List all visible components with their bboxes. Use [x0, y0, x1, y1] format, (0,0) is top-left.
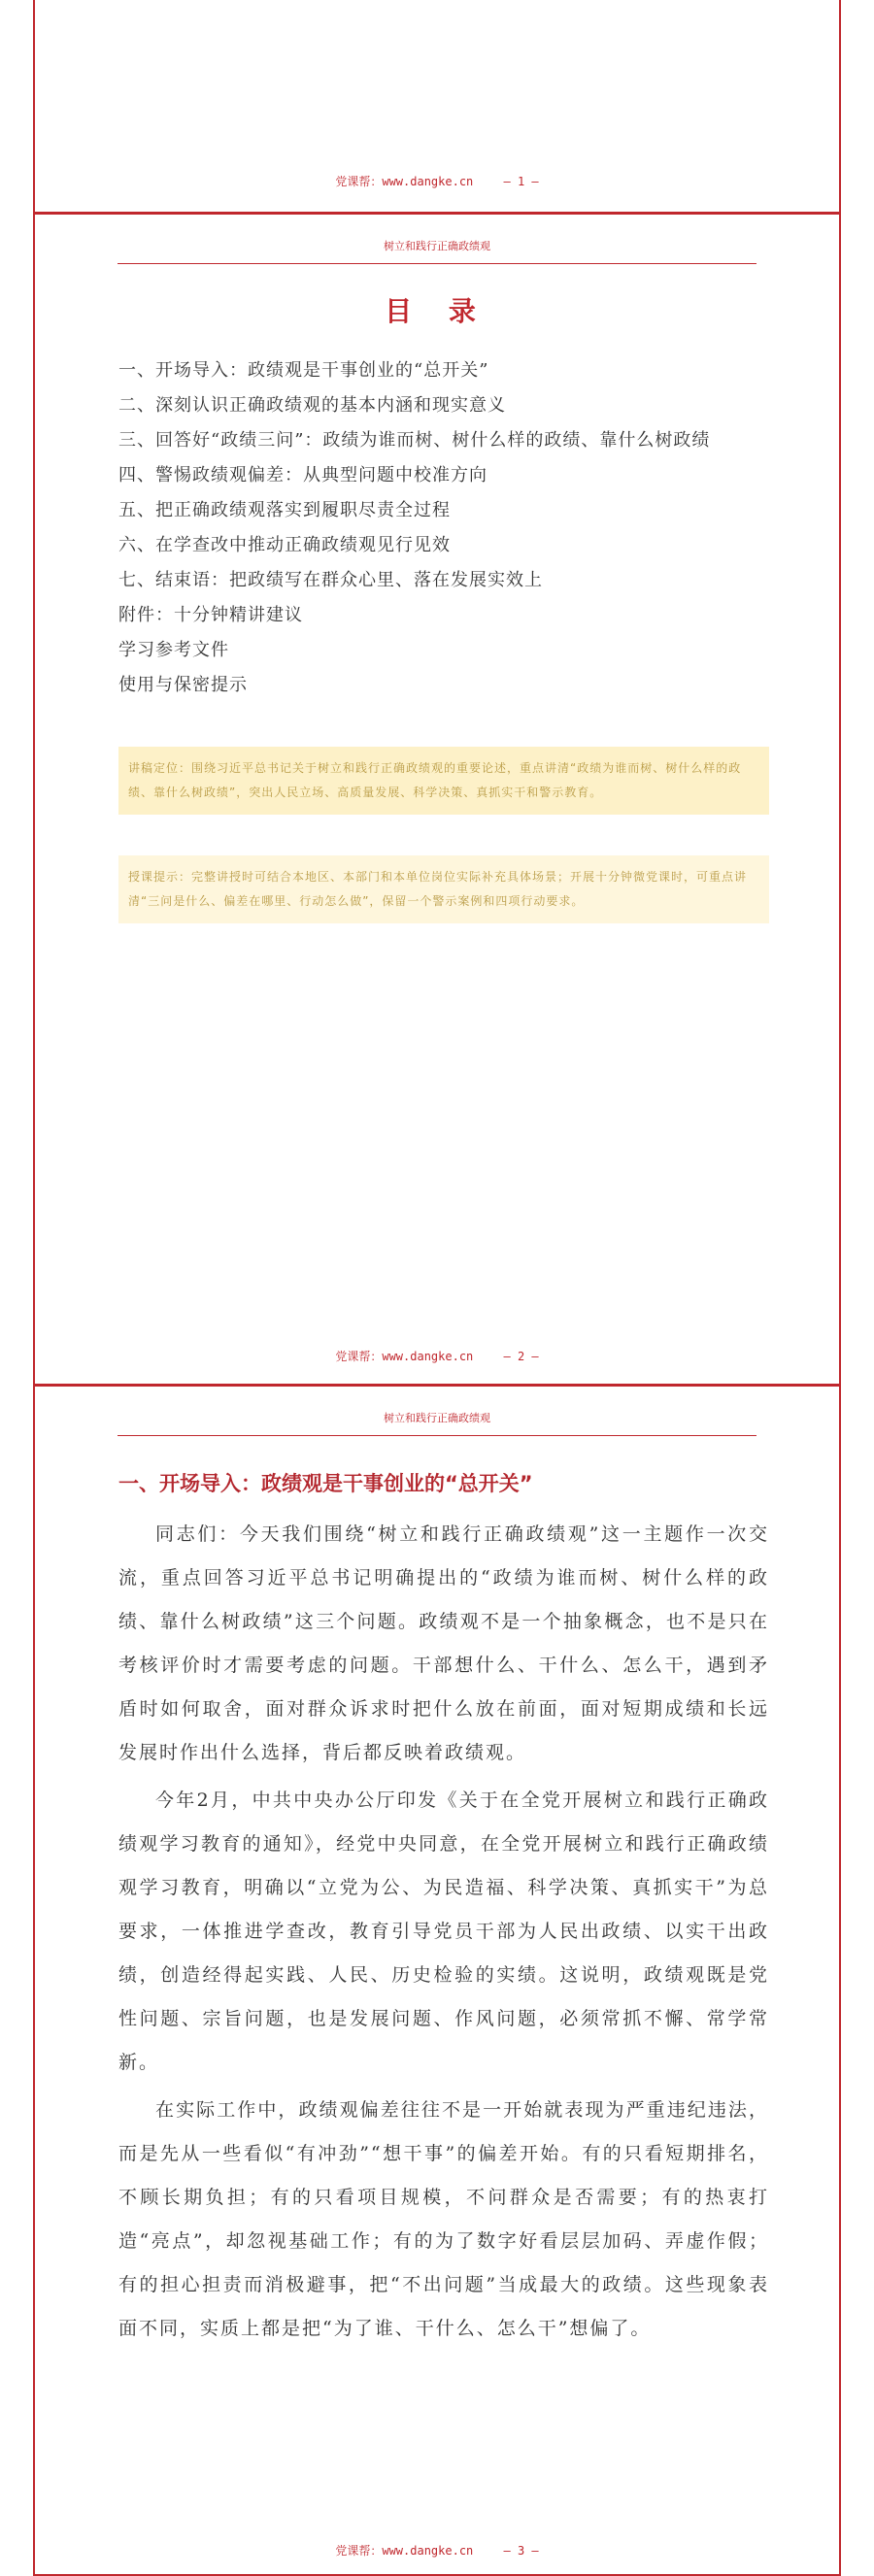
page-header: 树立和践行正确政绩观	[118, 238, 756, 264]
page-footer	[35, 173, 839, 189]
page-footer	[35, 2542, 839, 2559]
toc-item[interactable]: 三、回答好“政绩三问”：政绩为谁而树、树什么样的政绩、靠什么树政绩	[118, 430, 711, 451]
footer-site[interactable]: 党课帮：www.dangke.cn	[335, 1350, 474, 1363]
toc-item[interactable]: 使用与保密提示	[118, 675, 248, 695]
section-title: 一、开场导入：政绩观是干事创业的“总开关”	[118, 1472, 533, 1495]
page-1	[33, 0, 841, 212]
toc-item[interactable]: 四、警惕政绩观偏差：从典型问题中校准方向	[118, 465, 487, 485]
page-number: — 2 —	[503, 1350, 539, 1363]
page-3	[33, 1384, 841, 2576]
footer-site[interactable]: 党课帮：www.dangke.cn	[335, 2544, 474, 2558]
toc-title: 目 录	[385, 295, 489, 327]
page-2	[33, 212, 841, 1384]
toc-item[interactable]: 一、开场导入：政绩观是干事创业的“总开关”	[118, 360, 489, 381]
toc-item[interactable]: 六、在学查改中推动正确政绩观见行见效	[118, 535, 451, 555]
page-footer	[35, 1348, 839, 1364]
page-number: — 1 —	[503, 175, 539, 188]
teaching-tip-note: 授课提示：完整讲授时可结合本地区、本部门和本单位岗位实际补充具体场景；开展十分钟微党课时，可重点讲清“三问是什么、偏差在哪里、行动怎么做”，保留一个警示案例和四项行动要求。	[118, 855, 769, 923]
toc-item[interactable]: 附件：十分钟精讲建议	[118, 605, 303, 625]
toc-item[interactable]: 学习参考文件	[118, 640, 229, 660]
paragraph: 在实际工作中，政绩观偏差往往不是一开始就表现为严重违纪违法，而是先从一些看似“有冲劲”“想干事”的偏差开始。有的只看短期排名，不顾长期负担；有的只看项目规模，不问群众是否需要；有的热衷打造“亮点”，却忽视基础工作；有的为了数字好看层层加码、弄虚作假；有的担心担责而消极避事，把“不出问题”当成最大的政绩。这些现象表面不同，实质上都是把“为了谁、干什么、怎么干”想偏了。	[118, 2099, 769, 2339]
toc-list	[118, 356, 769, 706]
paragraph: 同志们：今天我们围绕“树立和践行正确政绩观”这一主题作一次交流，重点回答习近平总书记明确提出的“政绩为谁而树、树什么样的政绩、靠什么树政绩”这三个问题。政绩观不是一个抽象概念，也不是只在考核评价时才需要考虑的问题。干部想什么、干什么、怎么干，遇到矛盾时如何取舍，面对群众诉求时把什么放在前面，面对短期成绩和长远发展时作出什么选择，背后都反映着政绩观。	[118, 1523, 769, 1763]
page-header: 树立和践行正确政绩观	[118, 1410, 756, 1436]
toc-item[interactable]: 五、把正确政绩观落实到履职尽责全过程	[118, 500, 451, 520]
toc-item[interactable]: 七、结束语：把政绩写在群众心里、落在发展实效上	[118, 570, 543, 590]
positioning-note: 讲稿定位：围绕习近平总书记关于树立和践行正确政绩观的重要论述，重点讲清“政绩为谁而树、树什么样的政绩、靠什么树政绩”，突出人民立场、高质量发展、科学决策、真抓实干和警示教育。	[118, 747, 769, 815]
section-body	[118, 1513, 769, 2355]
page-number: — 3 —	[503, 2544, 539, 2558]
footer-site[interactable]: 党课帮：www.dangke.cn	[335, 175, 474, 188]
paragraph: 今年2月，中共中央办公厅印发《关于在全党开展树立和践行正确政绩观学习教育的通知》，经党中央同意，在全党开展树立和践行正确政绩观学习教育，明确以“立党为公、为民造福、科学决策、真抓实干”为总要求，一体推进学查改，教育引导党员干部为人民出政绩、以实干出政绩，创造经得起实践、人民、历史检验的实绩。这说明，政绩观既是党性问题、宗旨问题，也是发展问题、作风问题，必须常抓不懈、常学常新。	[118, 1790, 769, 2073]
toc-item[interactable]: 二、深刻认识正确政绩观的基本内涵和现实意义	[118, 395, 506, 416]
